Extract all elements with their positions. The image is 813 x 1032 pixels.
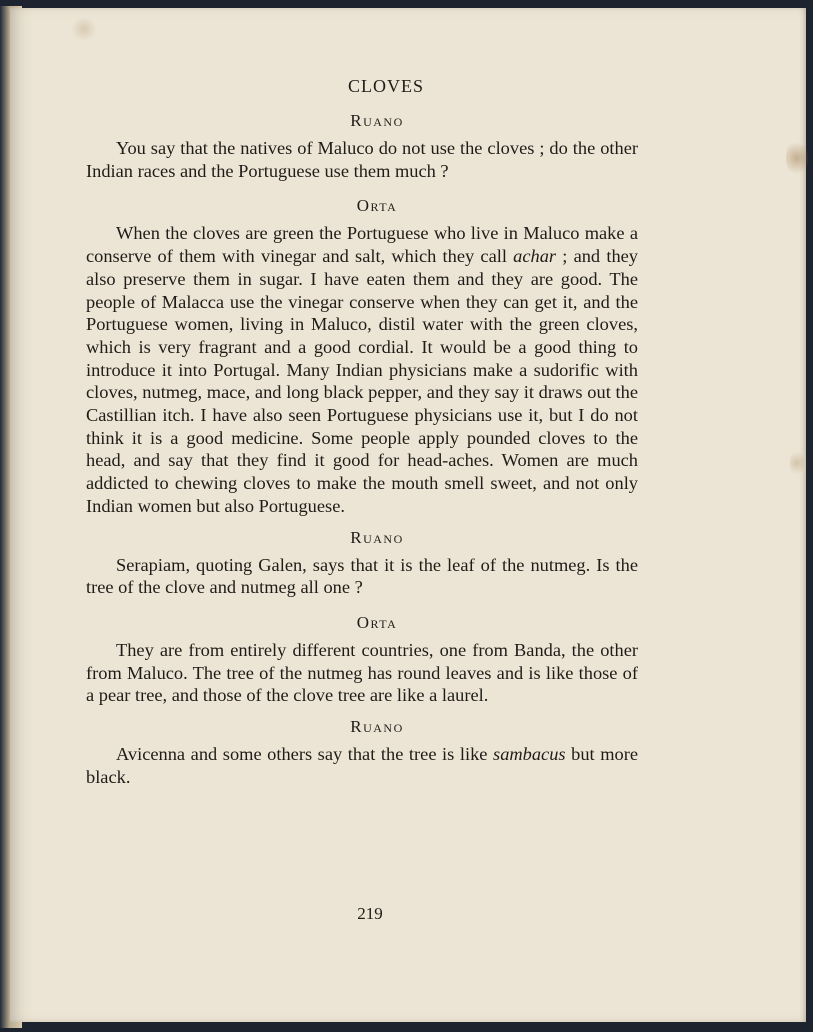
dialogue-paragraph: They are from entirely different countries, one from Banda, the other from Maluco. The tree of the nutmeg has round leaves and is like those of a pear tree, and those of the clove tree are like a laurel. bbox=[86, 639, 638, 706]
italic-term: achar bbox=[513, 246, 557, 267]
dialogue-paragraph: You say that the natives of Maluco do not use the cloves ; do the other Indian races and the Portuguese use them much ? bbox=[86, 138, 638, 181]
speaker-heading: Ruano bbox=[350, 527, 404, 547]
speaker-heading: Ruano bbox=[350, 111, 404, 130]
page-text bbox=[76, 68, 638, 788]
dialogue-paragraph: Serapiam, quoting Galen, says that it is the leaf of the nutmeg. Is the tree of the clove and nutmeg all one ? bbox=[86, 554, 638, 598]
paper-stain bbox=[70, 18, 98, 40]
paper-stain bbox=[790, 448, 804, 478]
dialogue-paragraph: When the cloves are green the Portuguese who live in Maluco make a conserve of them with vinegar and salt, which they call achar ; and they also preserve them in sugar. I have eaten them and they are good. The people of Malacca use the vinegar conserve when they can get it, and the Portuguese women, living in Maluco, distil water with the green cloves, which is very fragrant and a good cordial. It would be a good thing to introduce it into Portugal. Many Indian physicians make a sudorific with cloves, nutmeg, mace, and long black pepper, and they say it draws out the Castillian itch. I have also seen Portuguese physicians use it, but I do not think it is a good medicine. Some people apply pounded cloves to the head, and say that they find it good for head-aches. Women are much addicted to chewing cloves to make the mouth smell sweet, and not only Indian women but also Portuguese. bbox=[86, 223, 638, 516]
dialogue-paragraph: Avicenna and some others say that the tree is like sambacus but more black. bbox=[86, 744, 638, 787]
paper-stain bbox=[786, 138, 808, 178]
speaker-heading: Orta bbox=[356, 612, 398, 632]
page-number: 219 bbox=[357, 904, 383, 923]
book-page bbox=[10, 8, 806, 1022]
speaker-heading: Orta bbox=[356, 196, 398, 216]
running-head: CLOVES bbox=[347, 76, 424, 96]
speaker-heading: Ruano bbox=[350, 717, 404, 737]
italic-term: sambacus bbox=[493, 744, 566, 765]
